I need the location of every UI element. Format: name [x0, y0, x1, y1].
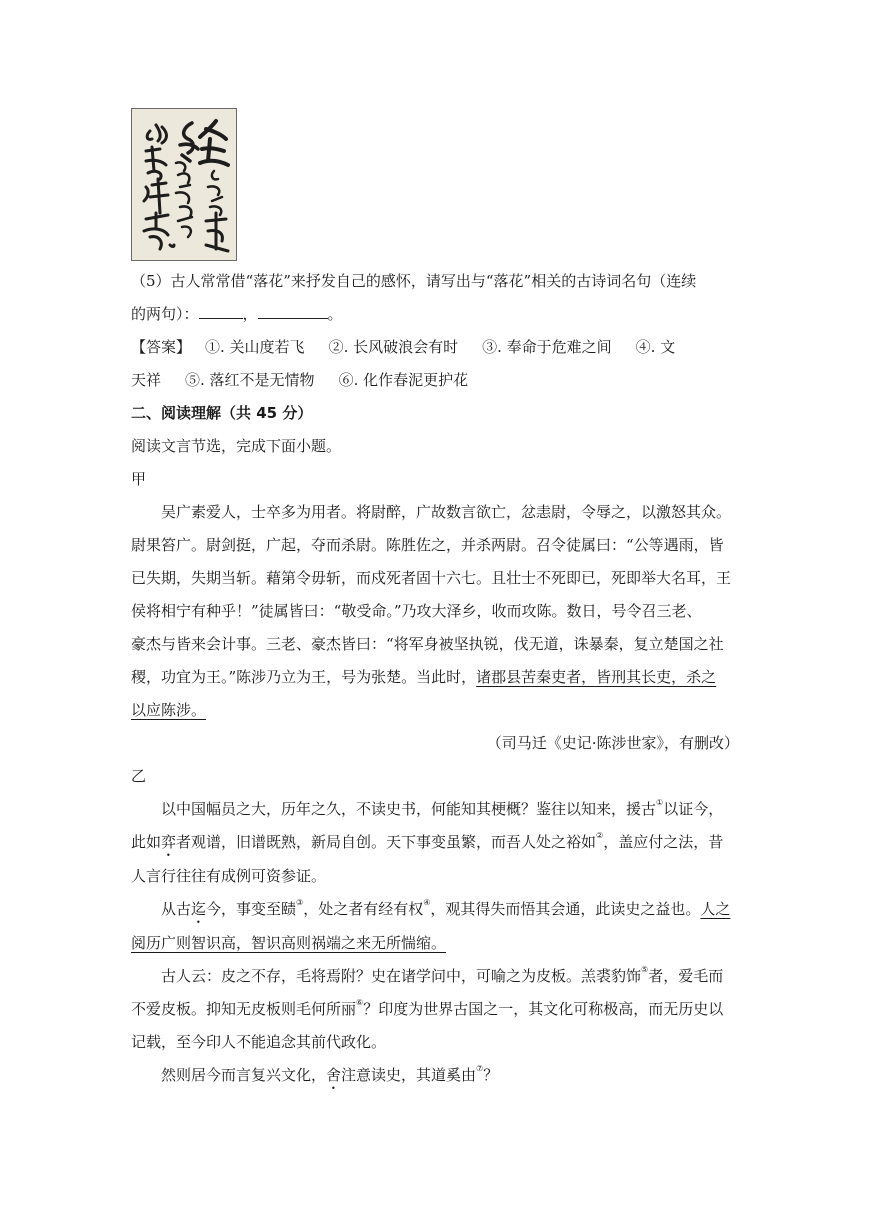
- text-span: 者，爱毛而: [648, 967, 724, 985]
- text-span: 者观谱，旧谱既熟，新局自创。天下事变虽繁，而吾人处之裕如: [176, 833, 597, 851]
- question-5-end: 。: [327, 305, 343, 323]
- passage-yi-p3-line-3: 记载，至今印人不能追念其前代政化。: [131, 1033, 387, 1051]
- note-7-mark: ⑦: [476, 1064, 484, 1073]
- note-2-mark: ②: [596, 831, 604, 840]
- note-4-mark: ④: [423, 898, 431, 907]
- passage-jia-line-6-text: 稷，功宜为王。”陈涉乃立为王，号为张楚。当此时，: [131, 668, 477, 686]
- dotted-char-yi: 弈: [161, 833, 177, 851]
- text-span: ？: [483, 1066, 499, 1084]
- section-heading: 二、阅读理解（共 45 分）: [131, 404, 313, 422]
- note-3-mark: ③: [296, 898, 304, 907]
- answer-item-5: ⑤. 落红不是无情物: [185, 371, 315, 389]
- passage-jia-source: （司马迁《史记·陈涉世家》，有删改）: [486, 734, 739, 752]
- dotted-char-she: 舍: [326, 1066, 342, 1084]
- passage-yi-p1-line-2: [131, 826, 739, 860]
- text-span: ？印度为世界古国之一，其文化可称极高，而无历史以: [363, 1000, 724, 1018]
- note-5-mark: ⑤: [641, 965, 649, 974]
- answer-item-2: ②. 长风破浪会有时: [328, 338, 459, 356]
- answer-item-4-cont: 天祥: [131, 371, 162, 389]
- answer-item-3: ③. 奉命于危难之间: [482, 338, 612, 356]
- text-span: 以中国幅员之大，历年之久，不读史书，何能知其梗概？鉴往以知来，援古: [161, 800, 657, 818]
- passage-yi-label: 乙: [131, 767, 147, 785]
- answer-item-6: ⑥. 化作春泥更护花: [338, 371, 469, 389]
- text-span: 古人云：皮之不存，毛将焉附？史在诸学问中，可喻之为皮板。羔裘豹饰: [161, 967, 642, 985]
- underlined-sentence-yi: 人之: [700, 900, 731, 918]
- text-span: 今，事变至赜: [206, 900, 297, 918]
- answer-item-4: ④. 文: [635, 338, 676, 356]
- note-1-mark: ①: [656, 798, 664, 807]
- text-span: ，盖应付之法，昔: [603, 833, 724, 851]
- passage-yi-p3-line-1: [131, 960, 739, 993]
- answer-line-1: [131, 331, 739, 364]
- calligraphy-image: [131, 108, 237, 261]
- text-span: 注意读史，其道奚由: [341, 1066, 477, 1084]
- passage-yi-p1-line-3: 人言行往往有成例可资参证。: [131, 867, 327, 885]
- underlined-sentence-jia-cont: 以应陈涉。: [131, 701, 207, 719]
- passage-yi-p4: [131, 1059, 739, 1093]
- underlined-sentence-jia: 诸郡县苦秦吏者，皆刑其长吏，杀之: [476, 668, 717, 686]
- passage-jia-line-3: 已失期，失期当斩。藉第令毋斩，而戍死者固十六七。且壮士不死即已，死即举大名耳，王: [131, 569, 732, 587]
- text-span: ，处之者有经有权: [303, 900, 424, 918]
- underlined-sentence-yi-cont: 阅历广则智识高，智识高则祸端之来无所惴缩。: [131, 934, 447, 952]
- passage-jia-line-2: 尉果笞广。尉剑挺，广起，夺而杀尉。陈胜佐之，并杀两尉。召令徒属曰：“公等遇雨，皆: [131, 536, 724, 554]
- text-span: 不爱皮板。抑知无皮板则毛何所丽: [131, 1000, 357, 1018]
- question-5-separator: ，: [242, 305, 258, 323]
- passage-yi-p3-line-2: [131, 993, 739, 1026]
- text-span: 然则居今而言复兴文化，: [161, 1066, 327, 1084]
- passage-yi-p1-line-1: [131, 793, 739, 826]
- section-instruction: 阅读文言节选，完成下面小题。: [131, 437, 342, 455]
- calligraphy-artwork: [132, 109, 236, 260]
- note-6-mark: ⑥: [356, 998, 364, 1007]
- text-span: 从古: [161, 900, 192, 918]
- answer-line-2: [131, 364, 739, 397]
- text-span: 以证今，: [663, 800, 724, 818]
- passage-yi-p2-line-2: [131, 927, 739, 960]
- answer-blank-2[interactable]: [258, 302, 328, 319]
- passage-jia-line-7: [131, 694, 739, 727]
- answer-item-1: ①. 关山度若飞: [205, 338, 305, 356]
- answer-blank-1[interactable]: [199, 302, 243, 319]
- question-5-line-1: （5）古人常常借“落花”来抒发自己的感怀，请写出与“落花”相关的古诗词名句（连续: [131, 272, 697, 290]
- text-span: 此如: [131, 833, 162, 851]
- passage-jia-line-6: [131, 661, 739, 694]
- question-5-prompt: 的两句）：: [131, 305, 199, 323]
- answer-label: 【答案】: [131, 338, 192, 356]
- question-5-line-2: [131, 298, 739, 331]
- passage-jia-line-1: 吴广素爱人，士卒多为用者。将尉醉，广故数言欲亡，忿恚尉，令辱之，以激怒其众。: [161, 503, 732, 521]
- text-span: ，观其得失而悟其会通，此读史之益也。: [430, 900, 701, 918]
- passage-jia-line-5: 豪杰与皆来会计事。三老、豪杰皆曰：“将军身被坚执锐，伐无道，诛暴秦，复立楚国之社: [131, 635, 724, 653]
- passage-jia-label: 甲: [131, 470, 147, 488]
- dotted-char-qi: 迄: [191, 900, 207, 918]
- document-page: [131, 108, 739, 1093]
- passage-yi-p2-line-1: [131, 893, 739, 927]
- passage-jia-line-4: 侯将相宁有种乎！”徒属皆曰：“敬受命。”乃攻大泽乡，收而攻陈。数日，号令召三老、: [131, 602, 702, 620]
